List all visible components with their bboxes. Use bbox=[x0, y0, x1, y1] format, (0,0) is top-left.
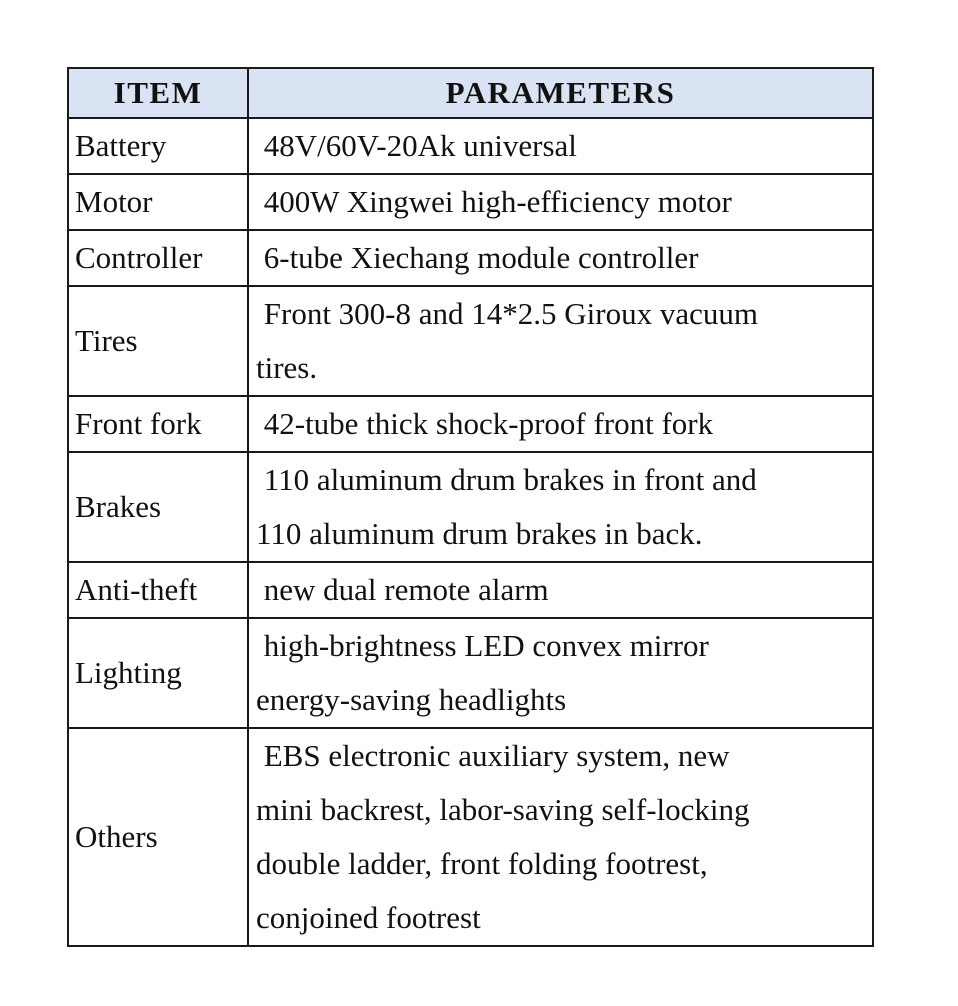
table-row bbox=[68, 562, 873, 618]
parameter-cell: 110 aluminum drum brakes in front and 110 aluminum drum brakes in back. bbox=[248, 452, 873, 562]
item-cell: Motor bbox=[68, 174, 248, 230]
parameter-cell: new dual remote alarm bbox=[248, 562, 873, 618]
parameter-cell: 42-tube thick shock-proof front fork bbox=[248, 396, 873, 452]
table-header-row bbox=[68, 68, 873, 118]
item-cell: Front fork bbox=[68, 396, 248, 452]
parameter-cell: 48V/60V-20Ak universal bbox=[248, 118, 873, 174]
table-row bbox=[68, 728, 873, 946]
item-cell: Battery bbox=[68, 118, 248, 174]
item-cell: Others bbox=[68, 728, 248, 946]
parameter-cell: high-brightness LED convex mirror energy-saving headlights bbox=[248, 618, 873, 728]
table-row bbox=[68, 230, 873, 286]
header-parameters: PARAMETERS bbox=[248, 68, 873, 118]
table-row bbox=[68, 286, 873, 396]
item-cell: Anti-theft bbox=[68, 562, 248, 618]
parameter-cell: EBS electronic auxiliary system, new mini backrest, labor-saving self-locking double ladder, front folding footrest, conjoined footrest bbox=[248, 728, 873, 946]
item-cell: Tires bbox=[68, 286, 248, 396]
table-row bbox=[68, 118, 873, 174]
table-row bbox=[68, 174, 873, 230]
header-item: ITEM bbox=[68, 68, 248, 118]
spec-table bbox=[67, 67, 874, 947]
item-cell: Controller bbox=[68, 230, 248, 286]
item-cell: Lighting bbox=[68, 618, 248, 728]
parameter-cell: Front 300-8 and 14*2.5 Giroux vacuum tires. bbox=[248, 286, 873, 396]
table-row bbox=[68, 618, 873, 728]
item-cell: Brakes bbox=[68, 452, 248, 562]
table-row bbox=[68, 396, 873, 452]
parameter-cell: 400W Xingwei high-efficiency motor bbox=[248, 174, 873, 230]
parameter-cell: 6-tube Xiechang module controller bbox=[248, 230, 873, 286]
table-row bbox=[68, 452, 873, 562]
